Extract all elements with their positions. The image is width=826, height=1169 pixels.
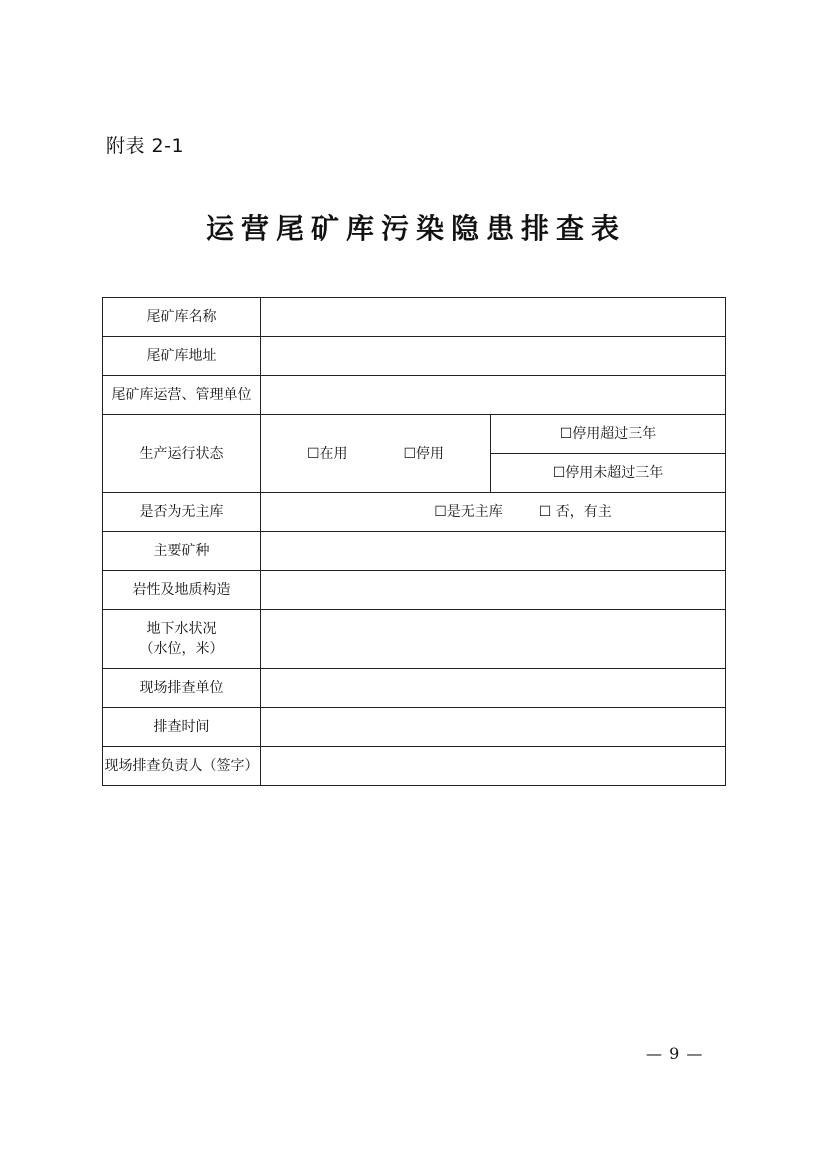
field-tailings-name[interactable] (261, 298, 726, 337)
label-operation-status: 生产运行状态 (103, 415, 261, 493)
field-geology[interactable] (261, 571, 726, 610)
form-row-operator (103, 376, 726, 415)
checkbox-ownerless-no[interactable]: ☐ 否，有主 (538, 504, 612, 520)
checkbox-ownerless-yes[interactable]: ☐是无主库 (434, 504, 503, 520)
label-geology: 岩性及地质构造 (103, 571, 261, 610)
form-row-address (103, 337, 726, 376)
form-row-geology (103, 571, 726, 610)
status-options-main (261, 415, 491, 493)
label-tailings-address: 尾矿库地址 (103, 337, 261, 376)
checkbox-stopped-over-3-years[interactable]: ☐停用超过三年 (491, 415, 726, 454)
form-row-inspect-unit (103, 669, 726, 708)
field-inspection-unit[interactable] (261, 669, 726, 708)
field-main-mineral[interactable] (261, 532, 726, 571)
form-row-name (103, 298, 726, 337)
ownerless-options (261, 493, 726, 532)
checkbox-in-use[interactable]: ☐在用 (306, 445, 348, 462)
field-inspection-time[interactable] (261, 708, 726, 747)
field-operator-unit[interactable] (261, 376, 726, 415)
field-inspector-signature[interactable] (261, 747, 726, 786)
page-number: — 9 — (646, 1044, 704, 1063)
form-row-inspector (103, 747, 726, 786)
checkbox-stopped-under-3-years[interactable]: ☐停用未超过三年 (491, 454, 726, 493)
label-groundwater-line2: （水位，米） (139, 641, 224, 657)
label-main-mineral: 主要矿种 (103, 532, 261, 571)
label-groundwater (103, 610, 261, 669)
label-operator-unit: 尾矿库运营、管理单位 (103, 376, 261, 415)
label-inspection-time: 排查时间 (103, 708, 261, 747)
inspection-form-table (102, 297, 726, 786)
form-row-mineral (103, 532, 726, 571)
form-row-inspect-time (103, 708, 726, 747)
appendix-label: 附表 2-1 (106, 135, 185, 157)
field-groundwater[interactable] (261, 610, 726, 669)
label-tailings-name: 尾矿库名称 (103, 298, 261, 337)
form-row-groundwater (103, 610, 726, 669)
label-groundwater-line1: 地下水状况 (146, 621, 217, 637)
checkbox-stopped[interactable]: ☐停用 (403, 445, 445, 462)
field-tailings-address[interactable] (261, 337, 726, 376)
label-ownerless: 是否为无主库 (103, 493, 261, 532)
document-title: 运营尾矿库污染隐患排查表 (205, 212, 626, 245)
form-row-ownerless (103, 493, 726, 532)
form-row-status-top (103, 415, 726, 454)
label-inspector-signature: 现场排查负责人（签字） (103, 747, 261, 786)
label-inspection-unit: 现场排查单位 (103, 669, 261, 708)
